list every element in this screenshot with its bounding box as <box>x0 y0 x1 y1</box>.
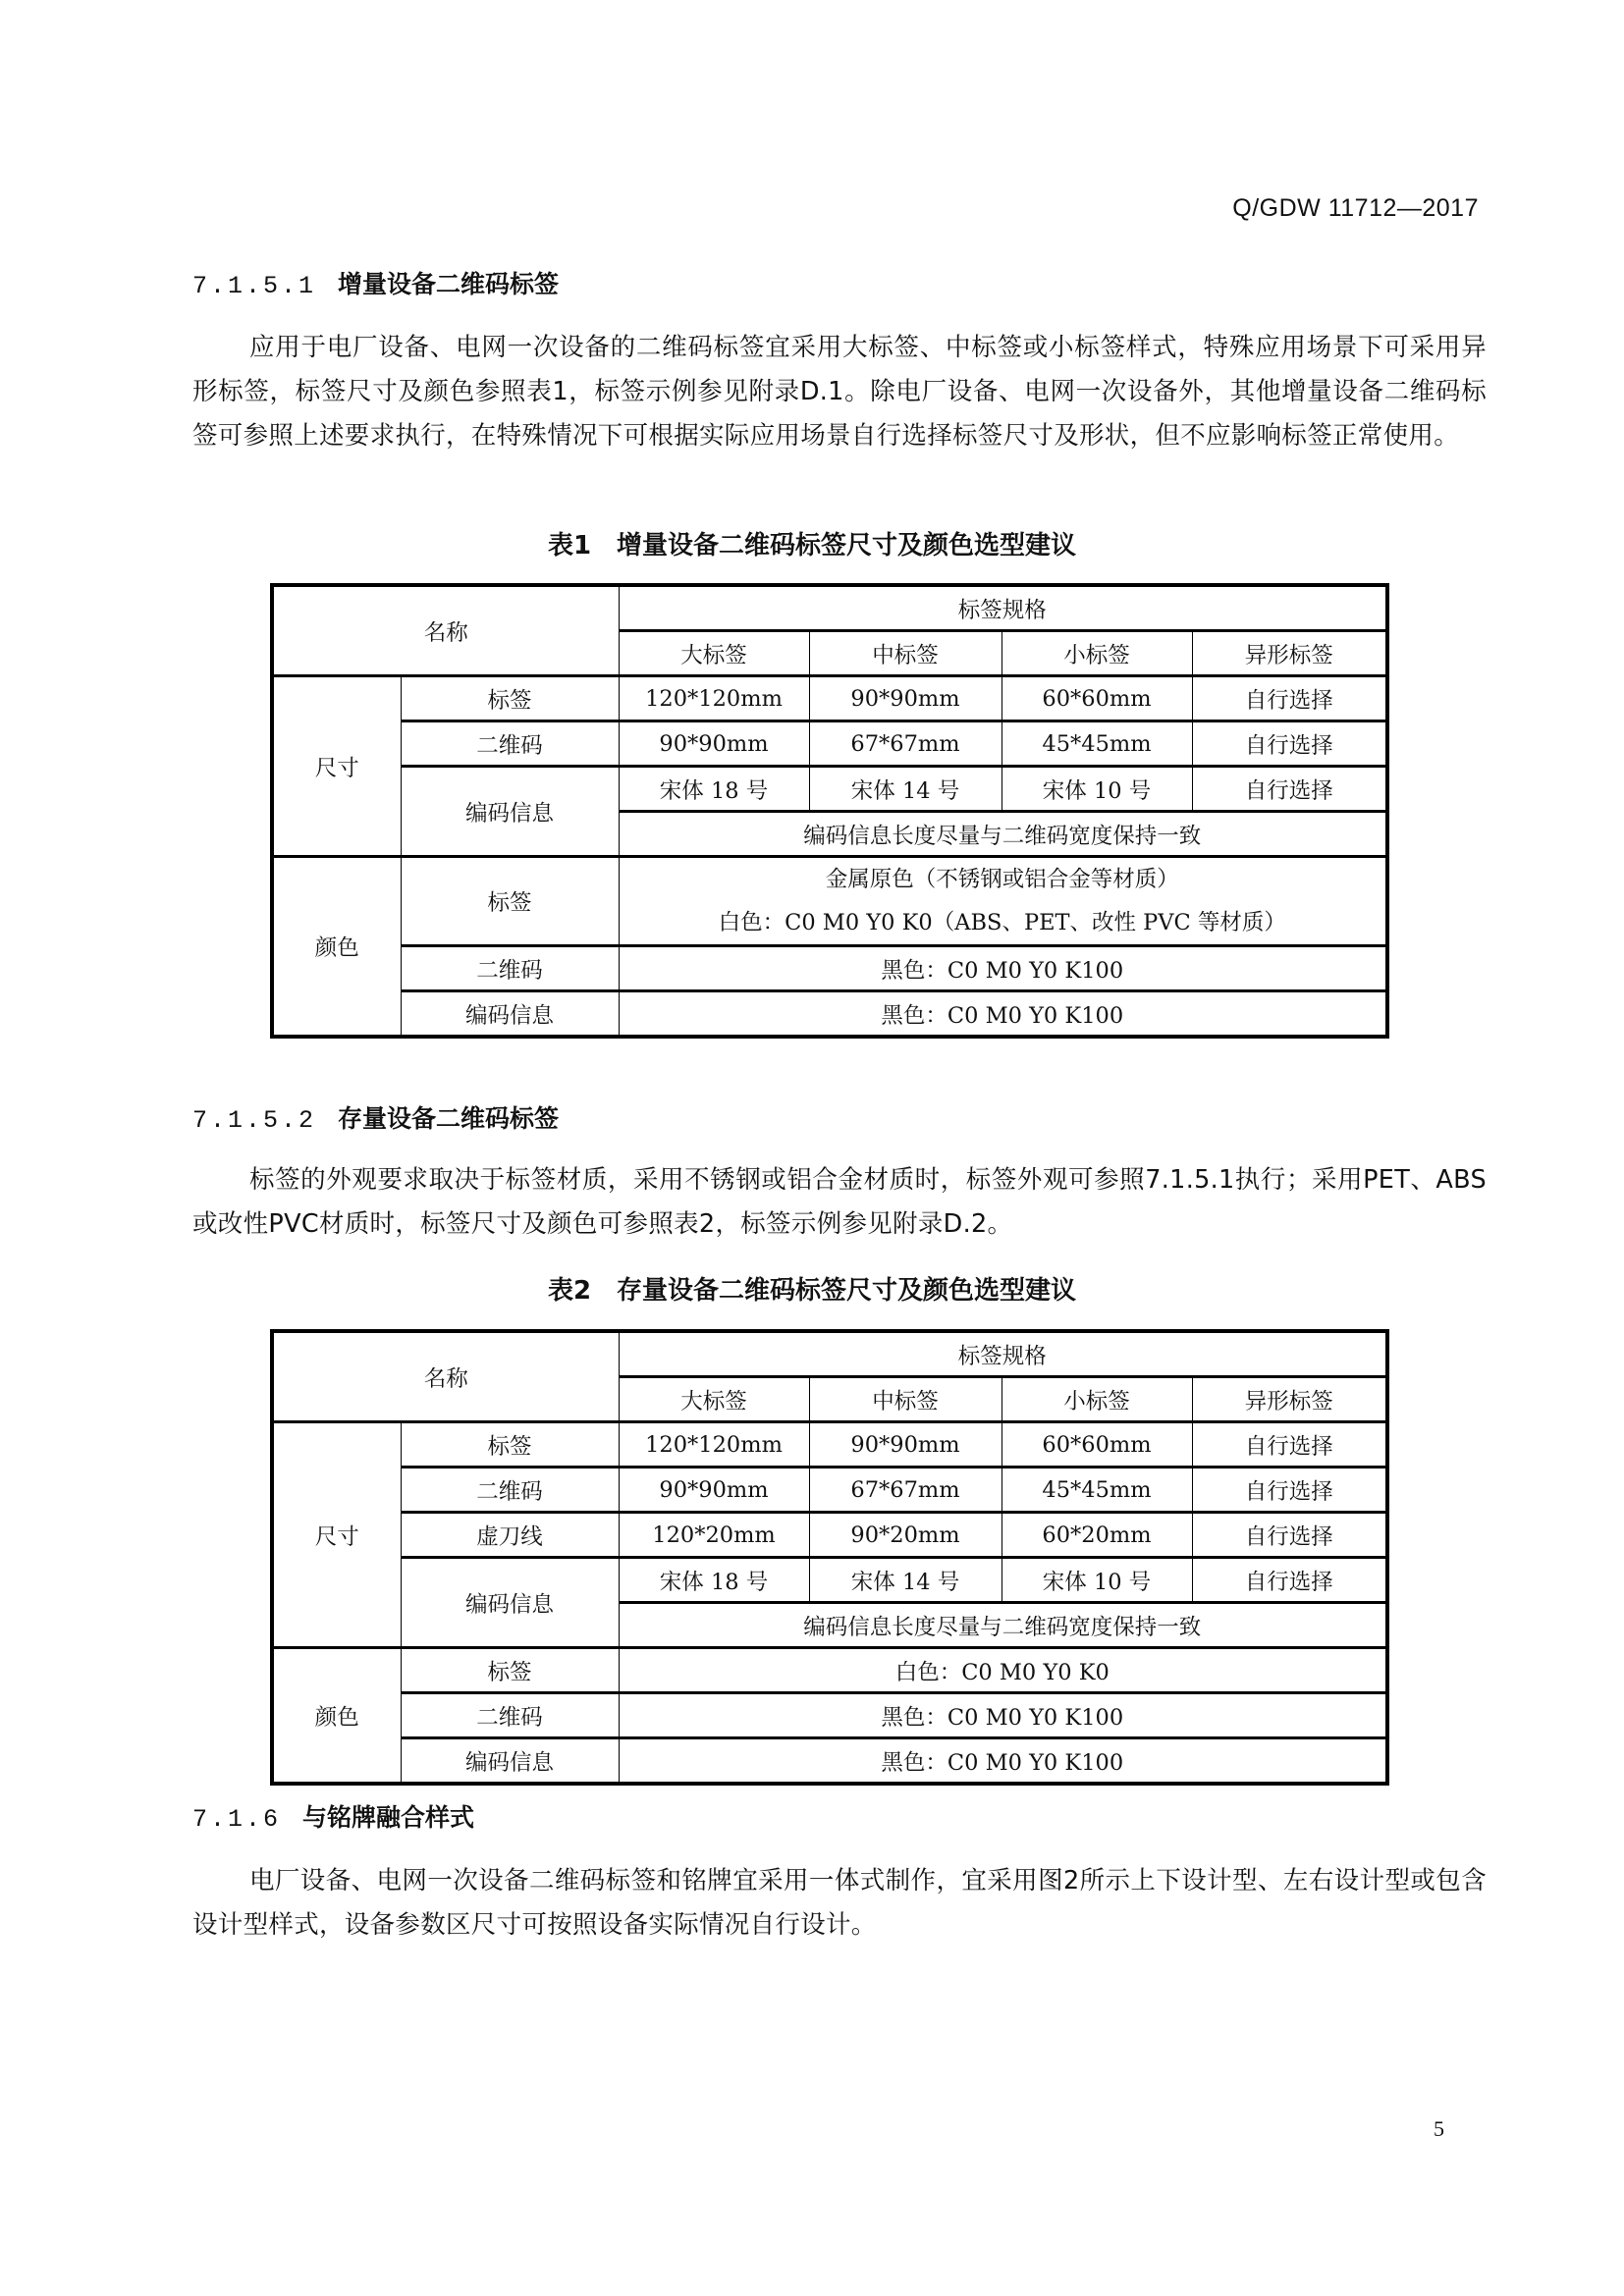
row-label: 二维码 <box>401 721 619 767</box>
section-title: 与铭牌融合样式 <box>302 1803 475 1832</box>
cell: 宋体 18 号 <box>619 1558 809 1603</box>
color-cell: 黑色：C0 M0 Y0 K100 <box>619 1738 1387 1785</box>
table-row <box>272 1693 1387 1738</box>
row-label: 标签 <box>401 1422 619 1468</box>
cell: 45*45mm <box>1001 1468 1192 1513</box>
cell: 宋体 10 号 <box>1001 767 1192 812</box>
color-line: 白色：C0 M0 Y0 K0（ABS、PET、改性 PVC 等材质） <box>718 910 1286 935</box>
cell: 90*20mm <box>809 1513 1001 1558</box>
section-number: 7.1.5.2 <box>192 1106 317 1135</box>
header-col: 大标签 <box>619 1377 809 1422</box>
table-row <box>272 767 1387 812</box>
cell: 宋体 14 号 <box>809 767 1001 812</box>
section-heading-7152 <box>192 1099 559 1135</box>
row-label: 编码信息 <box>401 1738 619 1785</box>
cell: 120*120mm <box>619 1422 809 1468</box>
page-number: 5 <box>1434 2116 1444 2141</box>
table1-caption: 表1 增量设备二维码标签尺寸及颜色选型建议 <box>547 531 1077 561</box>
cell: 自行选择 <box>1192 1422 1387 1468</box>
standard-code: Q/GDW 11712—2017 <box>1232 194 1479 222</box>
cell: 67*67mm <box>809 1468 1001 1513</box>
section-title: 存量设备二维码标签 <box>338 1104 560 1133</box>
row-label: 标签 <box>401 676 619 721</box>
cell: 67*67mm <box>809 721 1001 767</box>
note-cell: 编码信息长度尽量与二维码宽度保持一致 <box>619 812 1387 857</box>
header-name: 名称 <box>272 585 619 676</box>
table-header-row <box>272 1331 1387 1377</box>
cell: 自行选择 <box>1192 721 1387 767</box>
cell: 宋体 10 号 <box>1001 1558 1192 1603</box>
color-cell: 白色：C0 M0 Y0 K0 <box>619 1648 1387 1693</box>
header-col: 大标签 <box>619 631 809 676</box>
group-size: 尺寸 <box>272 1422 401 1648</box>
table-row <box>272 946 1387 991</box>
color-cell: 黑色：C0 M0 Y0 K100 <box>619 946 1387 991</box>
color-cell: 黑色：C0 M0 Y0 K100 <box>619 991 1387 1038</box>
table-row <box>272 991 1387 1038</box>
table-row <box>272 1558 1387 1603</box>
header-spec: 标签规格 <box>619 585 1387 631</box>
table-row <box>272 721 1387 767</box>
header-col: 异形标签 <box>1192 1377 1387 1422</box>
cell: 60*60mm <box>1001 1422 1192 1468</box>
cell: 自行选择 <box>1192 1468 1387 1513</box>
cell: 45*45mm <box>1001 721 1192 767</box>
cell: 60*60mm <box>1001 676 1192 721</box>
table-row <box>272 1738 1387 1785</box>
header-spec: 标签规格 <box>619 1331 1387 1377</box>
table-row <box>272 1468 1387 1513</box>
section-paragraph-7152: 标签的外观要求取决于标签材质，采用不锈钢或铝合金材质时，标签外观可参照7.1.5.1执行；采用PET、ABS或改性PVC材质时，标签尺寸及颜色可参照表2，标签示例参见附录D.2。 <box>192 1165 1487 1239</box>
cell: 60*20mm <box>1001 1513 1192 1558</box>
section-paragraph-7151: 应用于电厂设备、电网一次设备的二维码标签宜采用大标签、中标签或小标签样式，特殊应用场景下可采用异形标签，标签尺寸及颜色参照表1，标签示例参见附录D.1。除电厂设备、电网一次设备外，其他增量设备二维码标签可参照上述要求执行，在特殊情况下可根据实际应用场景自行选择标签尺寸及形状，但不应影响标签正常使用。 <box>192 333 1487 451</box>
header-col: 小标签 <box>1001 631 1192 676</box>
cell: 宋体 18 号 <box>619 767 809 812</box>
cell: 120*20mm <box>619 1513 809 1558</box>
cell: 自行选择 <box>1192 1558 1387 1603</box>
cell: 90*90mm <box>619 1468 809 1513</box>
table-row <box>272 1422 1387 1468</box>
cell: 90*90mm <box>809 1422 1001 1468</box>
color-cell: 黑色：C0 M0 Y0 K100 <box>619 1693 1387 1738</box>
table-row <box>272 857 1387 946</box>
table1 <box>270 583 1389 1039</box>
header-col: 异形标签 <box>1192 631 1387 676</box>
cell: 90*90mm <box>809 676 1001 721</box>
cell: 自行选择 <box>1192 676 1387 721</box>
table-row <box>272 676 1387 721</box>
row-label: 二维码 <box>401 946 619 991</box>
row-label: 二维码 <box>401 1693 619 1738</box>
section-number: 7.1.5.1 <box>192 272 317 300</box>
table2 <box>270 1329 1389 1786</box>
section-title: 增量设备二维码标签 <box>338 270 560 298</box>
cell: 自行选择 <box>1192 767 1387 812</box>
section-heading-716 <box>192 1798 474 1834</box>
header-name: 名称 <box>272 1331 619 1422</box>
cell: 90*90mm <box>619 721 809 767</box>
cell: 自行选择 <box>1192 1513 1387 1558</box>
header-col: 小标签 <box>1001 1377 1192 1422</box>
section-paragraph-716: 电厂设备、电网一次设备二维码标签和铭牌宜采用一体式制作，宜采用图2所示上下设计型、左右设计型或包含设计型样式，设备参数区尺寸可按照设备实际情况自行设计。 <box>192 1866 1487 1940</box>
header-col: 中标签 <box>809 631 1001 676</box>
table-row <box>272 1513 1387 1558</box>
table-row <box>272 1648 1387 1693</box>
row-label: 虚刀线 <box>401 1513 619 1558</box>
row-label: 编码信息 <box>401 767 619 857</box>
cell: 120*120mm <box>619 676 809 721</box>
section-heading-7151 <box>192 265 559 300</box>
row-label: 编码信息 <box>401 991 619 1038</box>
cell: 宋体 14 号 <box>809 1558 1001 1603</box>
row-label: 标签 <box>401 857 619 946</box>
row-label: 编码信息 <box>401 1558 619 1648</box>
group-color: 颜色 <box>272 857 401 1038</box>
note-cell: 编码信息长度尽量与二维码宽度保持一致 <box>619 1603 1387 1648</box>
color-line: 金属原色（不锈钢或铝合金等材质） <box>825 867 1179 892</box>
row-label: 二维码 <box>401 1468 619 1513</box>
group-color: 颜色 <box>272 1648 401 1785</box>
row-label: 标签 <box>401 1648 619 1693</box>
section-number: 7.1.6 <box>192 1805 282 1834</box>
header-col: 中标签 <box>809 1377 1001 1422</box>
table2-caption: 表2 存量设备二维码标签尺寸及颜色选型建议 <box>547 1276 1077 1306</box>
group-size: 尺寸 <box>272 676 401 857</box>
table-header-row <box>272 585 1387 631</box>
color-cell <box>619 857 1387 946</box>
